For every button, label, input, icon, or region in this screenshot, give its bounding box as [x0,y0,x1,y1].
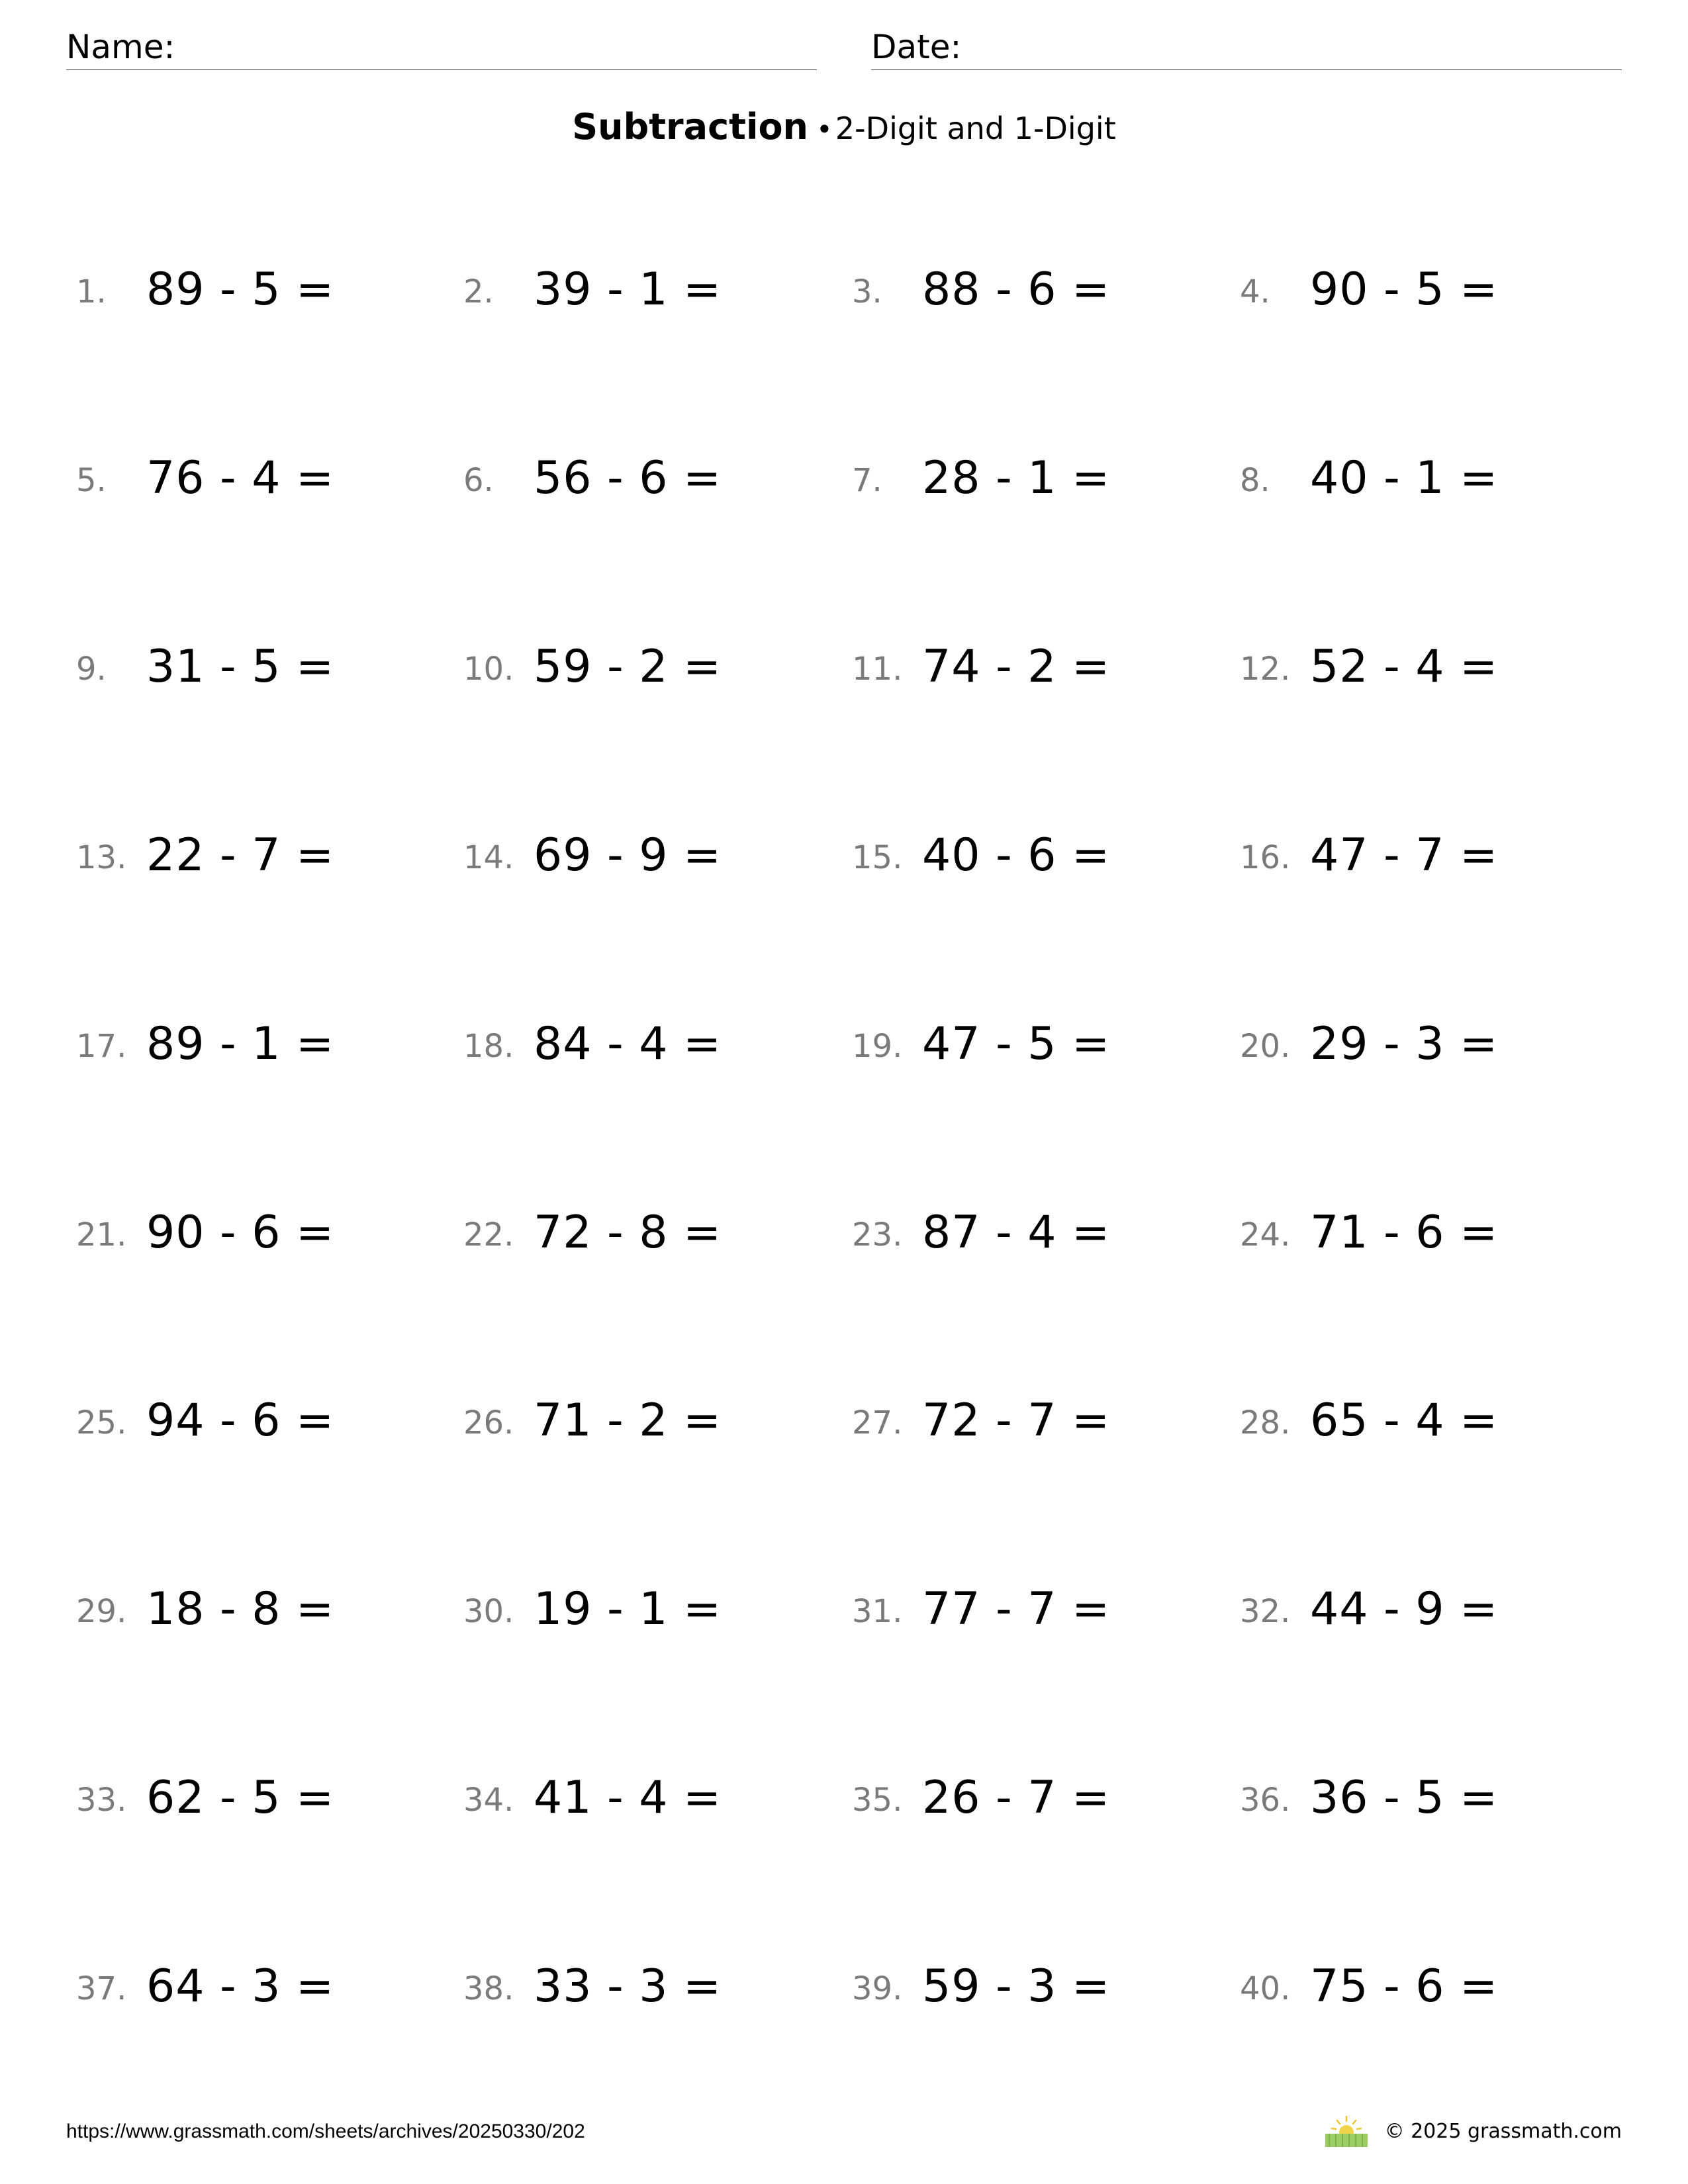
problem-expression: 89 - 1 = [146,1018,335,1070]
problem-number: 26. [463,1404,514,1441]
problem-item [1240,450,1584,510]
problem-expression: 87 - 4 = [922,1206,1111,1259]
problem-item [463,1205,808,1264]
problem-expression: 75 - 6 = [1310,1960,1499,2013]
problem-number: 33. [76,1782,127,1819]
problem-expression: 19 - 1 = [534,1583,722,1635]
problem-item [852,827,1196,887]
problem-expression: 90 - 6 = [146,1206,335,1259]
problem-item [1240,1581,1584,1641]
problem-expression: 26 - 7 = [922,1772,1111,1824]
problem-item [76,1016,420,1075]
problem-expression: 29 - 3 = [1310,1018,1499,1070]
problem-number: 4. [1240,273,1270,310]
problem-expression: 22 - 7 = [146,829,335,882]
problem-expression: 74 - 2 = [922,641,1111,693]
problem-expression: 18 - 8 = [146,1583,335,1635]
problem-number: 9. [76,651,107,688]
footer-url: https://www.grassmath.com/sheets/archives/20250330/202 [66,2120,585,2142]
date-label: Date: [871,28,962,66]
problem-expression: 56 - 6 = [534,452,722,504]
problem-number: 35. [852,1782,903,1819]
problem-expression: 84 - 4 = [534,1018,722,1070]
problem-expression: 72 - 8 = [534,1206,722,1259]
problem-number: 5. [76,462,107,499]
problem-expression: 40 - 1 = [1310,452,1499,504]
problem-expression: 33 - 3 = [534,1960,722,2013]
problem-item [463,261,808,321]
problem-expression: 36 - 5 = [1310,1772,1499,1824]
problem-number: 15. [852,839,903,876]
problem-expression: 47 - 7 = [1310,829,1499,882]
problem-number: 36. [1240,1782,1291,1819]
problem-item [76,827,420,887]
problem-expression: 76 - 4 = [146,452,335,504]
problem-item [463,450,808,510]
problem-number: 40. [1240,1970,1291,2007]
problem-item [852,639,1196,698]
problem-item [1240,1016,1584,1075]
problem-expression: 88 - 6 = [922,263,1111,316]
problem-item [852,1392,1196,1452]
problem-item [1240,1770,1584,1829]
problem-expression: 40 - 6 = [922,829,1111,882]
problem-item [1240,1392,1584,1452]
problem-item [1240,827,1584,887]
problem-item [463,639,808,698]
problem-item [852,1016,1196,1075]
problem-number: 7. [852,462,882,499]
problem-number: 39. [852,1970,903,2007]
problem-number: 25. [76,1404,127,1441]
problem-item [852,1958,1196,2018]
problem-expression: 65 - 4 = [1310,1394,1499,1447]
problem-item [463,1581,808,1641]
problem-expression: 31 - 5 = [146,641,335,693]
problem-expression: 62 - 5 = [146,1772,335,1824]
problem-expression: 94 - 6 = [146,1394,335,1447]
title-subtitle: 2-Digit and 1-Digit [835,111,1116,146]
problem-number: 30. [463,1593,514,1630]
problem-item [463,1392,808,1452]
problem-number: 31. [852,1593,903,1630]
problem-item [76,1581,420,1641]
problem-number: 18. [463,1028,514,1065]
problem-number: 2. [463,273,494,310]
problem-number: 13. [76,839,127,876]
problem-number: 34. [463,1782,514,1819]
problem-expression: 44 - 9 = [1310,1583,1499,1635]
sun-over-grass-icon [1323,2115,1370,2147]
name-label: Name: [66,28,175,66]
problem-item [1240,639,1584,698]
problem-item [852,1770,1196,1829]
problem-number: 29. [76,1593,127,1630]
problem-item [463,827,808,887]
problem-item [76,261,420,321]
problem-expression: 28 - 1 = [922,452,1111,504]
problem-number: 12. [1240,651,1291,688]
problem-number: 38. [463,1970,514,2007]
problem-number: 27. [852,1404,903,1441]
problem-item [852,1205,1196,1264]
problem-number: 21. [76,1216,127,1253]
problem-expression: 47 - 5 = [922,1018,1111,1070]
title-bullet: • [816,113,833,146]
problem-expression: 77 - 7 = [922,1583,1111,1635]
footer-copyright: © 2025 grassmath.com [1384,2119,1622,2143]
problem-item [76,450,420,510]
problem-number: 14. [463,839,514,876]
problem-expression: 69 - 9 = [534,829,722,882]
problem-expression: 64 - 3 = [146,1960,335,2013]
problem-item [76,1770,420,1829]
problem-number: 22. [463,1216,514,1253]
problem-item [76,1392,420,1452]
problem-expression: 59 - 2 = [534,641,722,693]
problem-expression: 72 - 7 = [922,1394,1111,1447]
problem-expression: 71 - 6 = [1310,1206,1499,1259]
problem-item [1240,1958,1584,2018]
title-main: Subtraction [572,106,808,148]
problem-expression: 41 - 4 = [534,1772,722,1824]
problem-number: 32. [1240,1593,1291,1630]
problem-item [852,1581,1196,1641]
problem-expression: 71 - 2 = [534,1394,722,1447]
problem-item [463,1770,808,1829]
problem-item [463,1958,808,2018]
problem-number: 37. [76,1970,127,2007]
problem-expression: 59 - 3 = [922,1960,1111,2013]
problem-number: 11. [852,651,903,688]
problem-number: 3. [852,273,882,310]
problem-item [463,1016,808,1075]
problem-number: 28. [1240,1404,1291,1441]
problem-item [76,1958,420,2018]
problem-item [76,1205,420,1264]
problem-number: 24. [1240,1216,1291,1253]
problem-number: 23. [852,1216,903,1253]
problem-item [1240,1205,1584,1264]
problem-number: 17. [76,1028,127,1065]
footer-branding [1323,2115,1622,2147]
problem-number: 20. [1240,1028,1291,1065]
problem-item [76,639,420,698]
problem-number: 16. [1240,839,1291,876]
problem-number: 6. [463,462,494,499]
problem-number: 8. [1240,462,1270,499]
problem-number: 10. [463,651,514,688]
problem-expression: 89 - 5 = [146,263,335,316]
problem-expression: 90 - 5 = [1310,263,1499,316]
problem-expression: 52 - 4 = [1310,641,1499,693]
problem-item [852,261,1196,321]
problem-item [852,450,1196,510]
problem-item [1240,261,1584,321]
problem-number: 19. [852,1028,903,1065]
problem-expression: 39 - 1 = [534,263,722,316]
problem-number: 1. [76,273,107,310]
